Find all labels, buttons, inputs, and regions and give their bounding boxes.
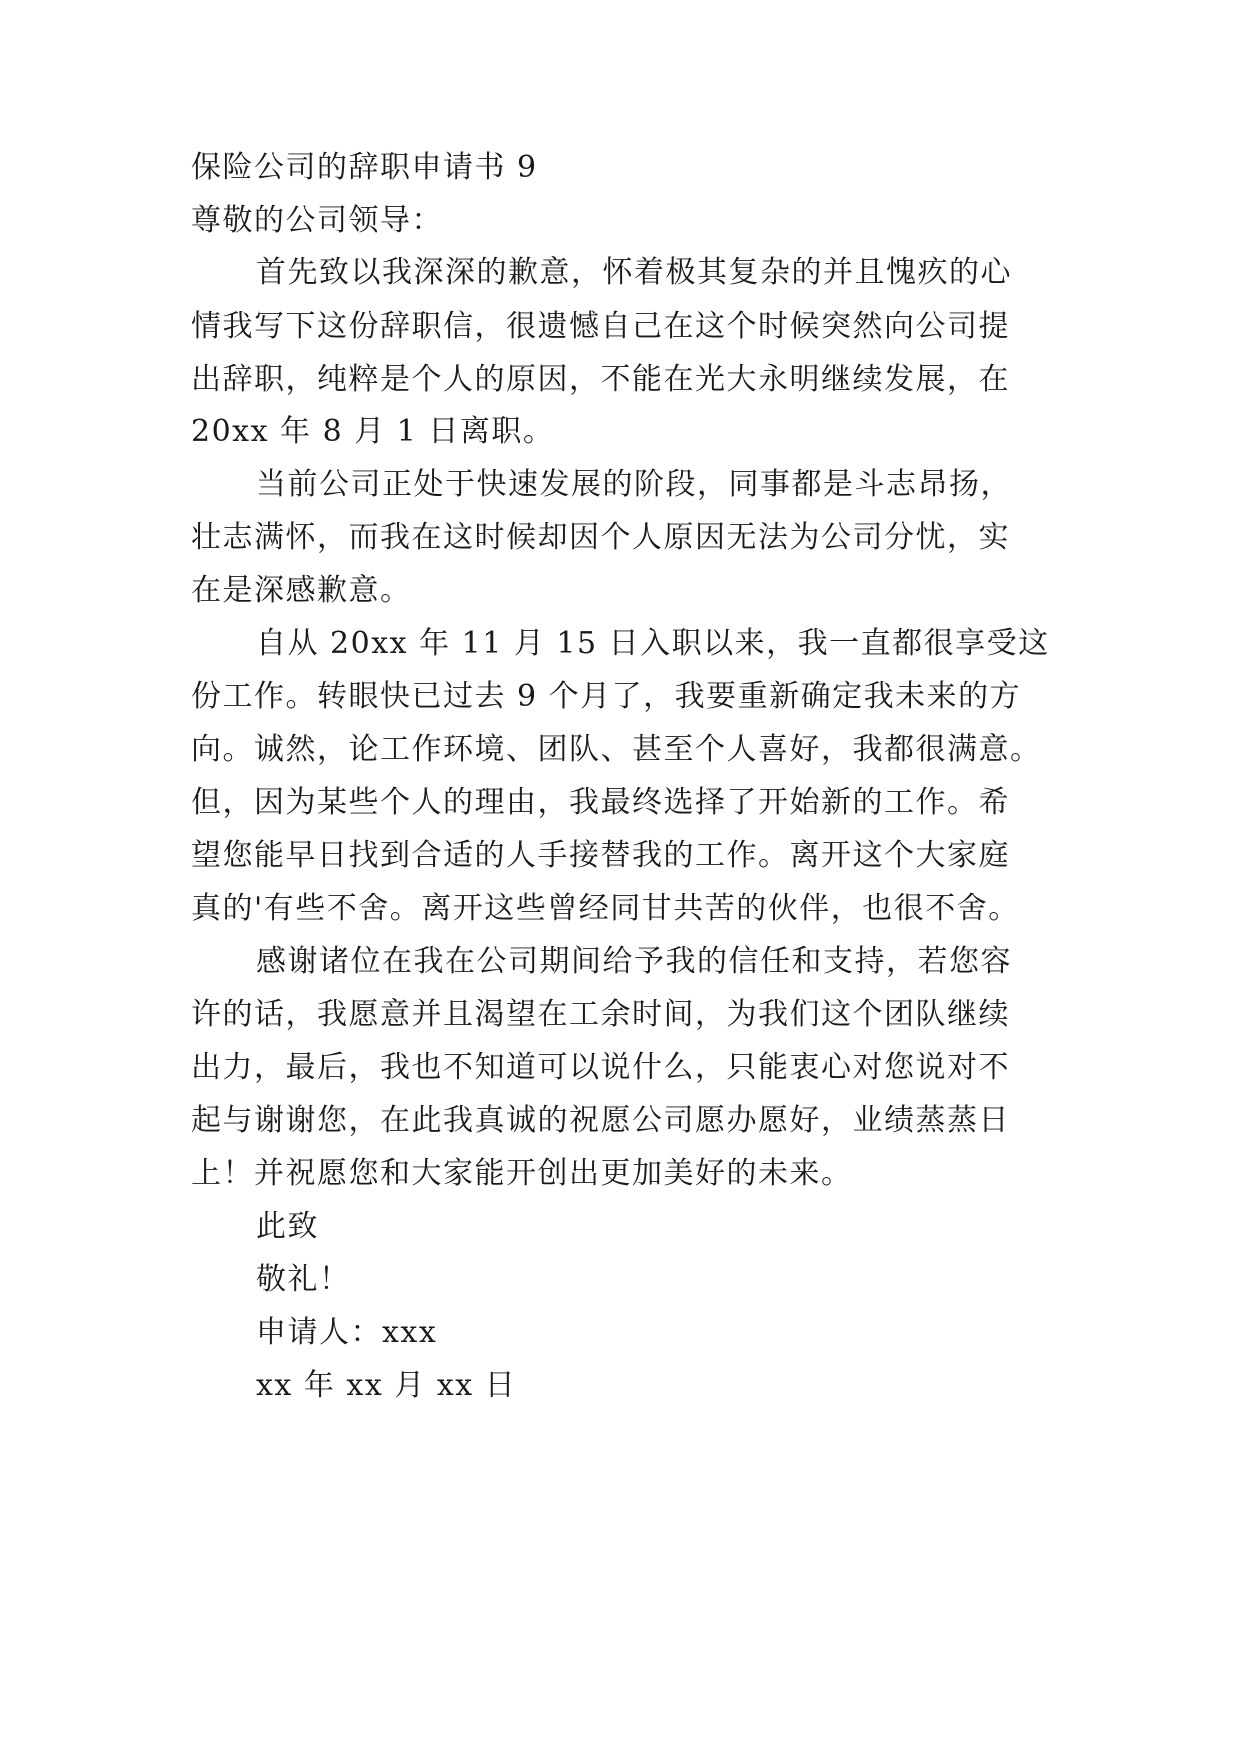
paragraph-line: 真的'有些不舍。离开这些曾经同甘共苦的伙伴，也很不舍。 [191,891,1020,926]
paragraph-line: 壮志满怀，而我在这时候却因个人原因无法为公司分忧，实 [191,520,1010,555]
paragraph-line: 20xx 年 8 月 1 日离职。 [191,414,555,449]
paragraph-line: 在是深感歉意。 [191,573,412,608]
salutation: 尊敬的公司领导： [191,203,443,238]
paragraph-line: 首先致以我深深的歉意，怀着极其复杂的并且愧疚的心 [256,255,1012,290]
signature-date: xx 年 xx 月 xx 日 [256,1368,517,1403]
paragraph-line: 感谢诸位在我在公司期间给予我的信任和支持，若您容 [256,944,1012,979]
paragraph-line: 份工作。转眼快已过去 9 个月了，我要重新确定我未来的方 [191,679,1022,714]
document-title: 保险公司的辞职申请书 9 [191,150,538,185]
closing-text: 此致 [256,1209,319,1244]
paragraph-line: 当前公司正处于快速发展的阶段，同事都是斗志昂扬， [256,467,1012,502]
paragraph-line: 出辞职，纯粹是个人的原因，不能在光大永明继续发展，在 [191,362,1010,397]
paragraph-line: 情我写下这份辞职信，很遗憾自己在这个时候突然向公司提 [191,309,1010,344]
regards-text: 敬礼！ [256,1262,351,1297]
paragraph-line: 望您能早日找到合适的人手接替我的工作。离开这个大家庭 [191,838,1010,873]
paragraph-line: 许的话，我愿意并且渴望在工余时间，为我们这个团队继续 [191,997,1010,1032]
paragraph-line: 但，因为某些个人的理由，我最终选择了开始新的工作。希 [191,785,1010,820]
applicant-signature: 申请人：xxx [256,1315,438,1350]
paragraph-line: 出力，最后，我也不知道可以说什么，只能衷心对您说对不 [191,1050,1010,1085]
paragraph-line: 向。诚然，论工作环境、团队、甚至个人喜好，我都很满意。 [191,732,1042,767]
paragraph-line: 自从 20xx 年 11 月 15 日入职以来，我一直都很享受这 [256,626,1050,661]
paragraph-line: 上！并祝愿您和大家能开创出更加美好的未来。 [191,1156,853,1191]
paragraph-line: 起与谢谢您，在此我真诚的祝愿公司愿办愿好，业绩蒸蒸日 [191,1103,1010,1138]
